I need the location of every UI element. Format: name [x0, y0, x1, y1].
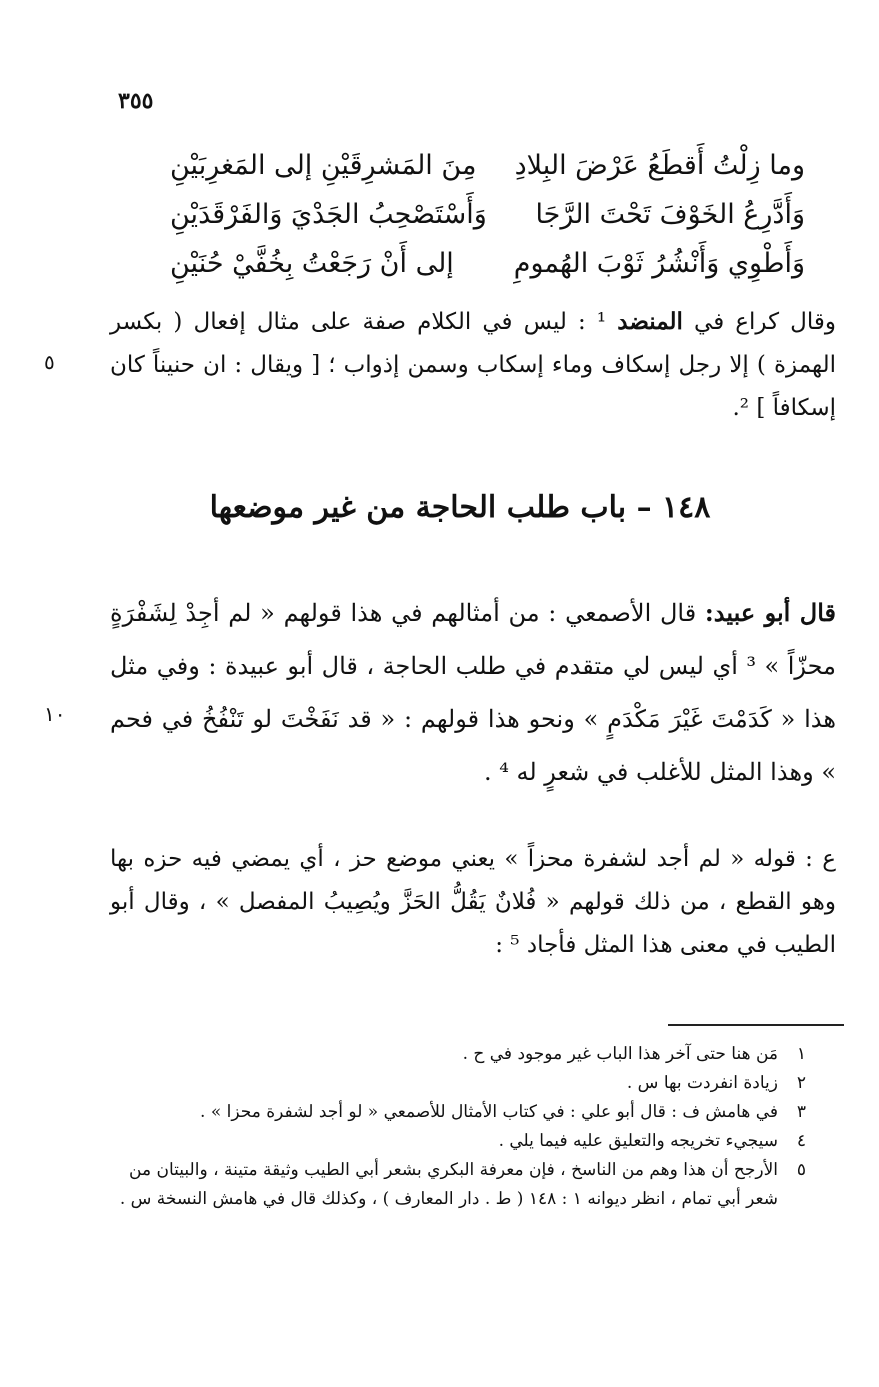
verse-second-hemistich: مِنَ المَشرِقَيْنِ إلى المَغرِبَيْنِ [170, 150, 477, 181]
paragraph-text: ع : قوله « لم أجد لشفرة محزاً » يعني موضع حز ، أي يمضي فيه حزه بها وهو القطع ، من ذلك قولهم « فُلانٌ يَقُلُّ الحَزَّ ويُصِيبُ المفصل » ، وقال أبو الطيب في معنى هذا المثل فأجاد ⁵ : [110, 846, 836, 958]
verse-line [150, 199, 805, 251]
chapter-title: ١٤٨ – باب طلب الحاجة من غير موضعها [209, 490, 711, 525]
footnote-rule [668, 1024, 844, 1026]
verse-second-hemistich: وَأَسْتَصْحِبُ الجَدْيَ وَالفَرْقَدَيْنِ [170, 199, 487, 230]
footnote-text: زيادة انفردت بها س . [626, 1073, 778, 1093]
footnote [108, 1127, 806, 1156]
footnote-number: ٣ [796, 1102, 806, 1122]
footnote [108, 1156, 806, 1214]
verse-line [150, 150, 805, 202]
verse-first-hemistich: وما زِلْتُ أَقطَعُ عَرْضَ البِلادِ [514, 150, 805, 181]
paragraph-text: قال الأصمعي : من أمثالهم في هذا قولهم « لم أجِدْ لِشَفْرَةٍ محزّاً » ³ أي ليس لي متقدم في طلب الحاجة ، قال أبو عبيدة : وفي مثل هذا « كَدَمْتَ غَيْرَ مَكْدَمٍ » ونحو هذا قولهم : « قد نَفَخْتَ لو تَنْفُخُ في فحم » وهذا المثل للأغلب في شعرٍ له ⁴ . [110, 599, 837, 786]
paragraph-text: وقال كراع في [682, 309, 836, 335]
commentary-paragraph [110, 838, 836, 967]
line-number-marker: ٥ [44, 350, 55, 374]
footnote-number: ٥ [796, 1160, 806, 1180]
footnote-number: ٤ [796, 1131, 806, 1151]
footnote-text: سيجيء تخريجه والتعليق عليه فيما يلي . [498, 1131, 778, 1151]
book-title: المنضد [617, 308, 683, 335]
abu-ubaid-paragraph [110, 586, 836, 799]
verse-line [150, 248, 805, 300]
footnote-number: ٢ [796, 1073, 806, 1093]
page-number: ٣٥٥ [118, 88, 154, 114]
footnote-text: الأرجح أن هذا وهم من الناسخ ، فإن معرفة البكري بشعر أبي الطيب وثيقة متينة ، والبيتان من شعر أبي تمام ، انظر ديوانه ١ : ١٤٨ ( ط . دار المعارف ) ، وكذلك قال في هامش النسخة س . [119, 1160, 778, 1209]
verse-second-hemistich: إلى أَنْ رَجَعْتُ بِخُفَّيْ حُنَيْنِ [170, 248, 454, 279]
paragraph-text: ¹ : ليس في الكلام صفة على مثال إفعال ( بكسر الهمزة ) إلا رجل إسكاف وماء إسكاب وسمن إذواب ؛ [ ويقال : ان حنيناً كان إسكافاً ] ². [110, 309, 836, 421]
verse-first-hemistich: وَأَطْوِي وَأَنْشُرُ ثَوْبَ الهُمومِ [513, 248, 805, 279]
footnote [108, 1069, 806, 1098]
footnotes [108, 1040, 806, 1214]
line-number-marker: ١٠ [44, 702, 66, 726]
footnote [108, 1098, 806, 1127]
footnote [108, 1040, 806, 1069]
verse-first-hemistich: وَأَدَّرِعُ الخَوْفَ تَحْتَ الرَّجَا [535, 199, 805, 230]
speaker-label: قال أبو عبيد: [704, 598, 836, 627]
footnote-number: ١ [796, 1044, 806, 1064]
kura-paragraph [110, 300, 836, 430]
footnote-text: مَن هنا حتى آخر هذا الباب غير موجود في ح . [462, 1044, 778, 1064]
footnote-text: في هامش ف : قال أبو علي : في كتاب الأمثال للأصمعي « لو أجد لشفرة محزا » . [200, 1102, 778, 1122]
